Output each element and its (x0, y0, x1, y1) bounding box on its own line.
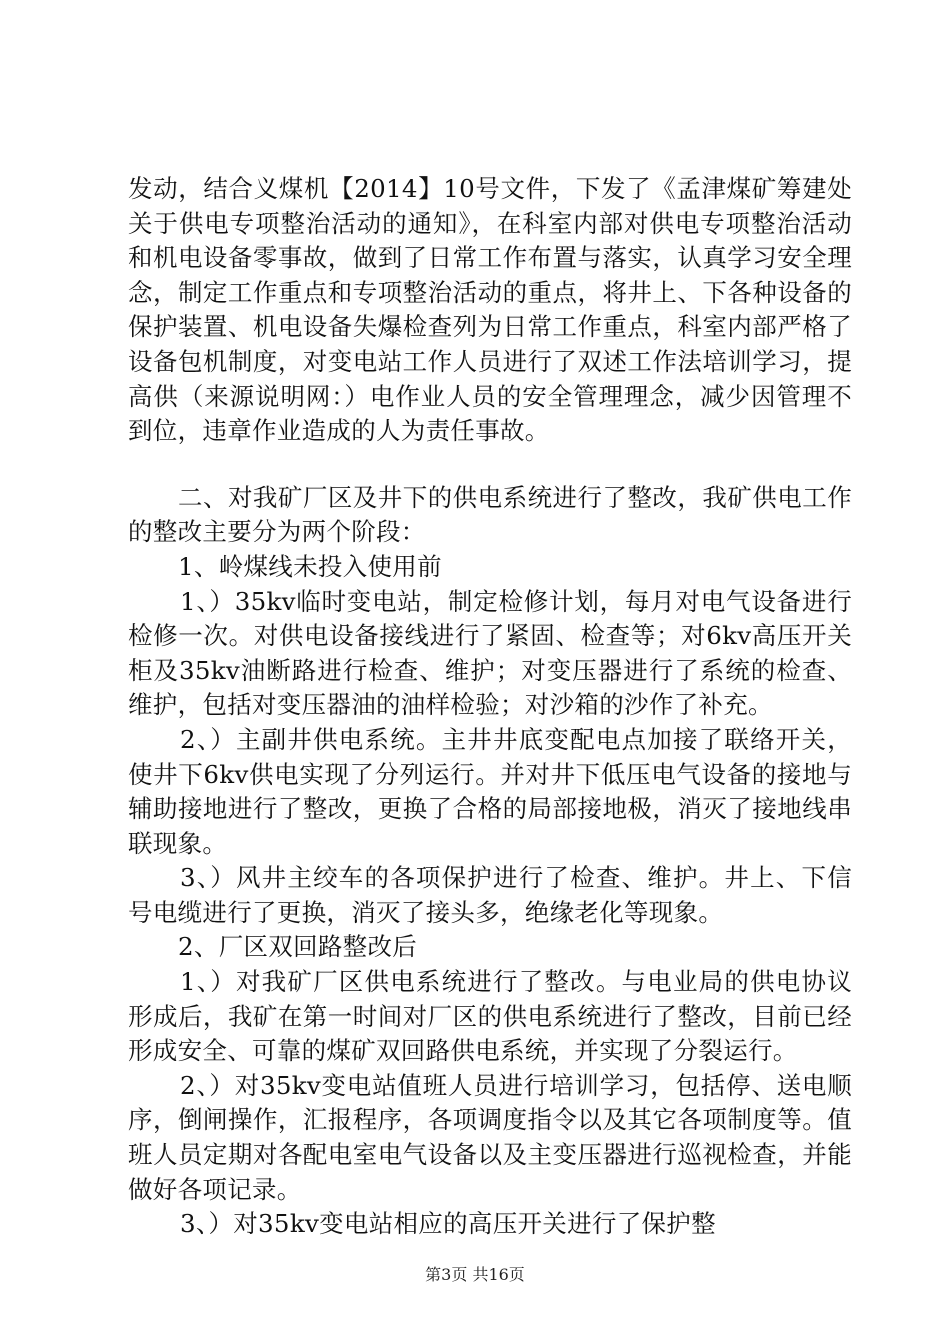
paragraph: 2、）对35kv变电站值班人员进行培训学习，包括停、送电顺序，倒闸操作，汇报程序，各项调度指令以及其它各项制度等。值班人员定期对各配电室电气设备以及主变压器进行巡视检查，并能做好各项记录。 (128, 1070, 852, 1204)
page-footer: 第3页 共16页 (425, 1265, 525, 1284)
section-heading: 二、对我矿厂区及井下的供电系统进行了整改，我矿供电工作的整改主要分为两个阶段： (128, 482, 852, 547)
subsection-heading: 2、厂区双回路整改后 (178, 932, 418, 962)
document-body (128, 172, 852, 1242)
paragraph-gap (128, 449, 852, 481)
paragraph: 发动，结合义煤机【2014】10号文件，下发了《孟津煤矿筹建处关于供电专项整治活动的通知》，在科室内部对供电专项整治活动和机电设备零事故，做到了日常工作布置与落实，认真学习安全理念，制定工作重点和专项整治活动的重点，将井上、下各种设备的保护装置、机电设备失爆检查列为日常工作重点，科室内部严格了设备包机制度，对变电站工作人员进行了双述工作法培训学习，提高供（来源说明网：）电作业人员的安全管理理念，减少因管理不到位，违章作业造成的人为责任事故。 (128, 174, 852, 446)
paragraph: 3、）对35kv变电站相应的高压开关进行了保护整 (180, 1209, 716, 1239)
subsection-heading: 1、岭煤线未投入使用前 (178, 551, 442, 581)
paragraph: 3、）风井主绞车的各项保护进行了检查、维护。井上、下信号电缆进行了更换，消灭了接头多，绝缘老化等现象。 (128, 863, 852, 927)
paragraph: 2、）主副井供电系统。主井井底变配电点加接了联络开关，使井下6kv供电实现了分列运行。并对井下低压电气设备的接地与辅助接地进行了整改，更换了合格的局部接地极，消灭了接地线串联现象。 (128, 724, 852, 858)
paragraph: 1、）对我矿厂区供电系统进行了整改。与电业局的供电协议形成后，我矿在第一时间对厂区的供电系统进行了整改，目前已经形成安全、可靠的煤矿双回路供电系统，并实现了分裂运行。 (128, 967, 852, 1066)
paragraph: 1、）35kv临时变电站，制定检修计划，每月对电气设备进行检修一次。对供电设备接线进行了紧固、检查等；对6kv高压开关柜及35kv油断路进行检查、维护；对变压器进行了系统的检查、维护，包括对变压器油的油样检验；对沙箱的沙作了补充。 (128, 586, 852, 720)
